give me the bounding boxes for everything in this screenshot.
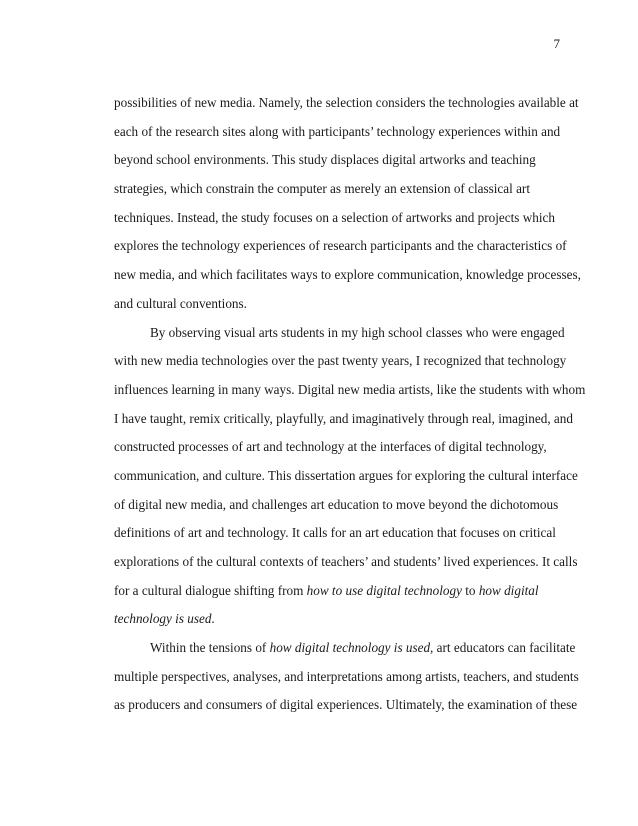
text-line: and cultural conventions. bbox=[114, 295, 247, 311]
text-line: communication, and culture. This dissertation argues for exploring the cultural interface bbox=[114, 467, 578, 483]
text-line: definitions of art and technology. It calls for an art education that focuses on critical bbox=[114, 525, 556, 541]
body-text bbox=[114, 93, 586, 724]
italic-phrase: how digital bbox=[478, 582, 539, 598]
text-run: to bbox=[461, 582, 479, 598]
text-run: . bbox=[211, 611, 215, 627]
paragraph-first-line bbox=[114, 638, 576, 667]
text-line: each of the research sites along with participants’ technology experiences within and bbox=[114, 123, 561, 139]
italic-phrase: how to use digital technology bbox=[306, 582, 462, 598]
text-line: of digital new media, and challenges art education to move beyond the dichotomous bbox=[114, 496, 559, 512]
text-line bbox=[114, 609, 554, 638]
page-number: 7 bbox=[553, 36, 560, 51]
text-line: constructed processes of art and technology at the interfaces of digital technology, bbox=[114, 439, 547, 455]
text-line: multiple perspectives, analyses, and interpretations among artists, teachers, and students bbox=[114, 668, 579, 684]
text-run: art educators can facilitate bbox=[433, 640, 576, 656]
text-line: possibilities of new media. Namely, the selection considers the technologies available at bbox=[114, 95, 579, 110]
text-line: explorations of the cultural contexts of teachers’ and students’ lived experiences. It calls bbox=[114, 554, 578, 569]
text-line: influences learning in many ways. Digital new media artists, like the students with whom bbox=[114, 381, 586, 397]
text-line: techniques. Instead, the study focuses on a selection of artworks and projects which bbox=[114, 209, 555, 225]
text-line: explores the technology experiences of research participants and the characteristics of bbox=[114, 238, 567, 254]
text-line: strategies, which constrain the computer as merely an extension of classical art bbox=[114, 181, 530, 197]
text-run: Within the tensions of bbox=[150, 640, 270, 656]
text-line: as producers and consumers of digital experiences. Ultimately, the examination of these bbox=[114, 697, 578, 713]
text-line: I have taught, remix critically, playfully, and imaginatively through real, imagined, and bbox=[114, 410, 573, 426]
paragraph-first-line: By observing visual arts students in my high school classes who were engaged bbox=[150, 324, 565, 340]
text-line: beyond school environments. This study displaces digital artworks and teaching bbox=[114, 152, 536, 168]
italic-phrase: technology is used bbox=[114, 611, 212, 627]
italic-phrase: how digital technology is used, bbox=[269, 640, 434, 656]
text-line: new media, and which facilitates ways to explore communication, knowledge processes, bbox=[114, 267, 581, 283]
text-line bbox=[114, 581, 554, 610]
text-line: with new media technologies over the past twenty years, I recognized that technology bbox=[114, 353, 567, 369]
text-run: for a cultural dialogue shifting from bbox=[114, 582, 307, 598]
